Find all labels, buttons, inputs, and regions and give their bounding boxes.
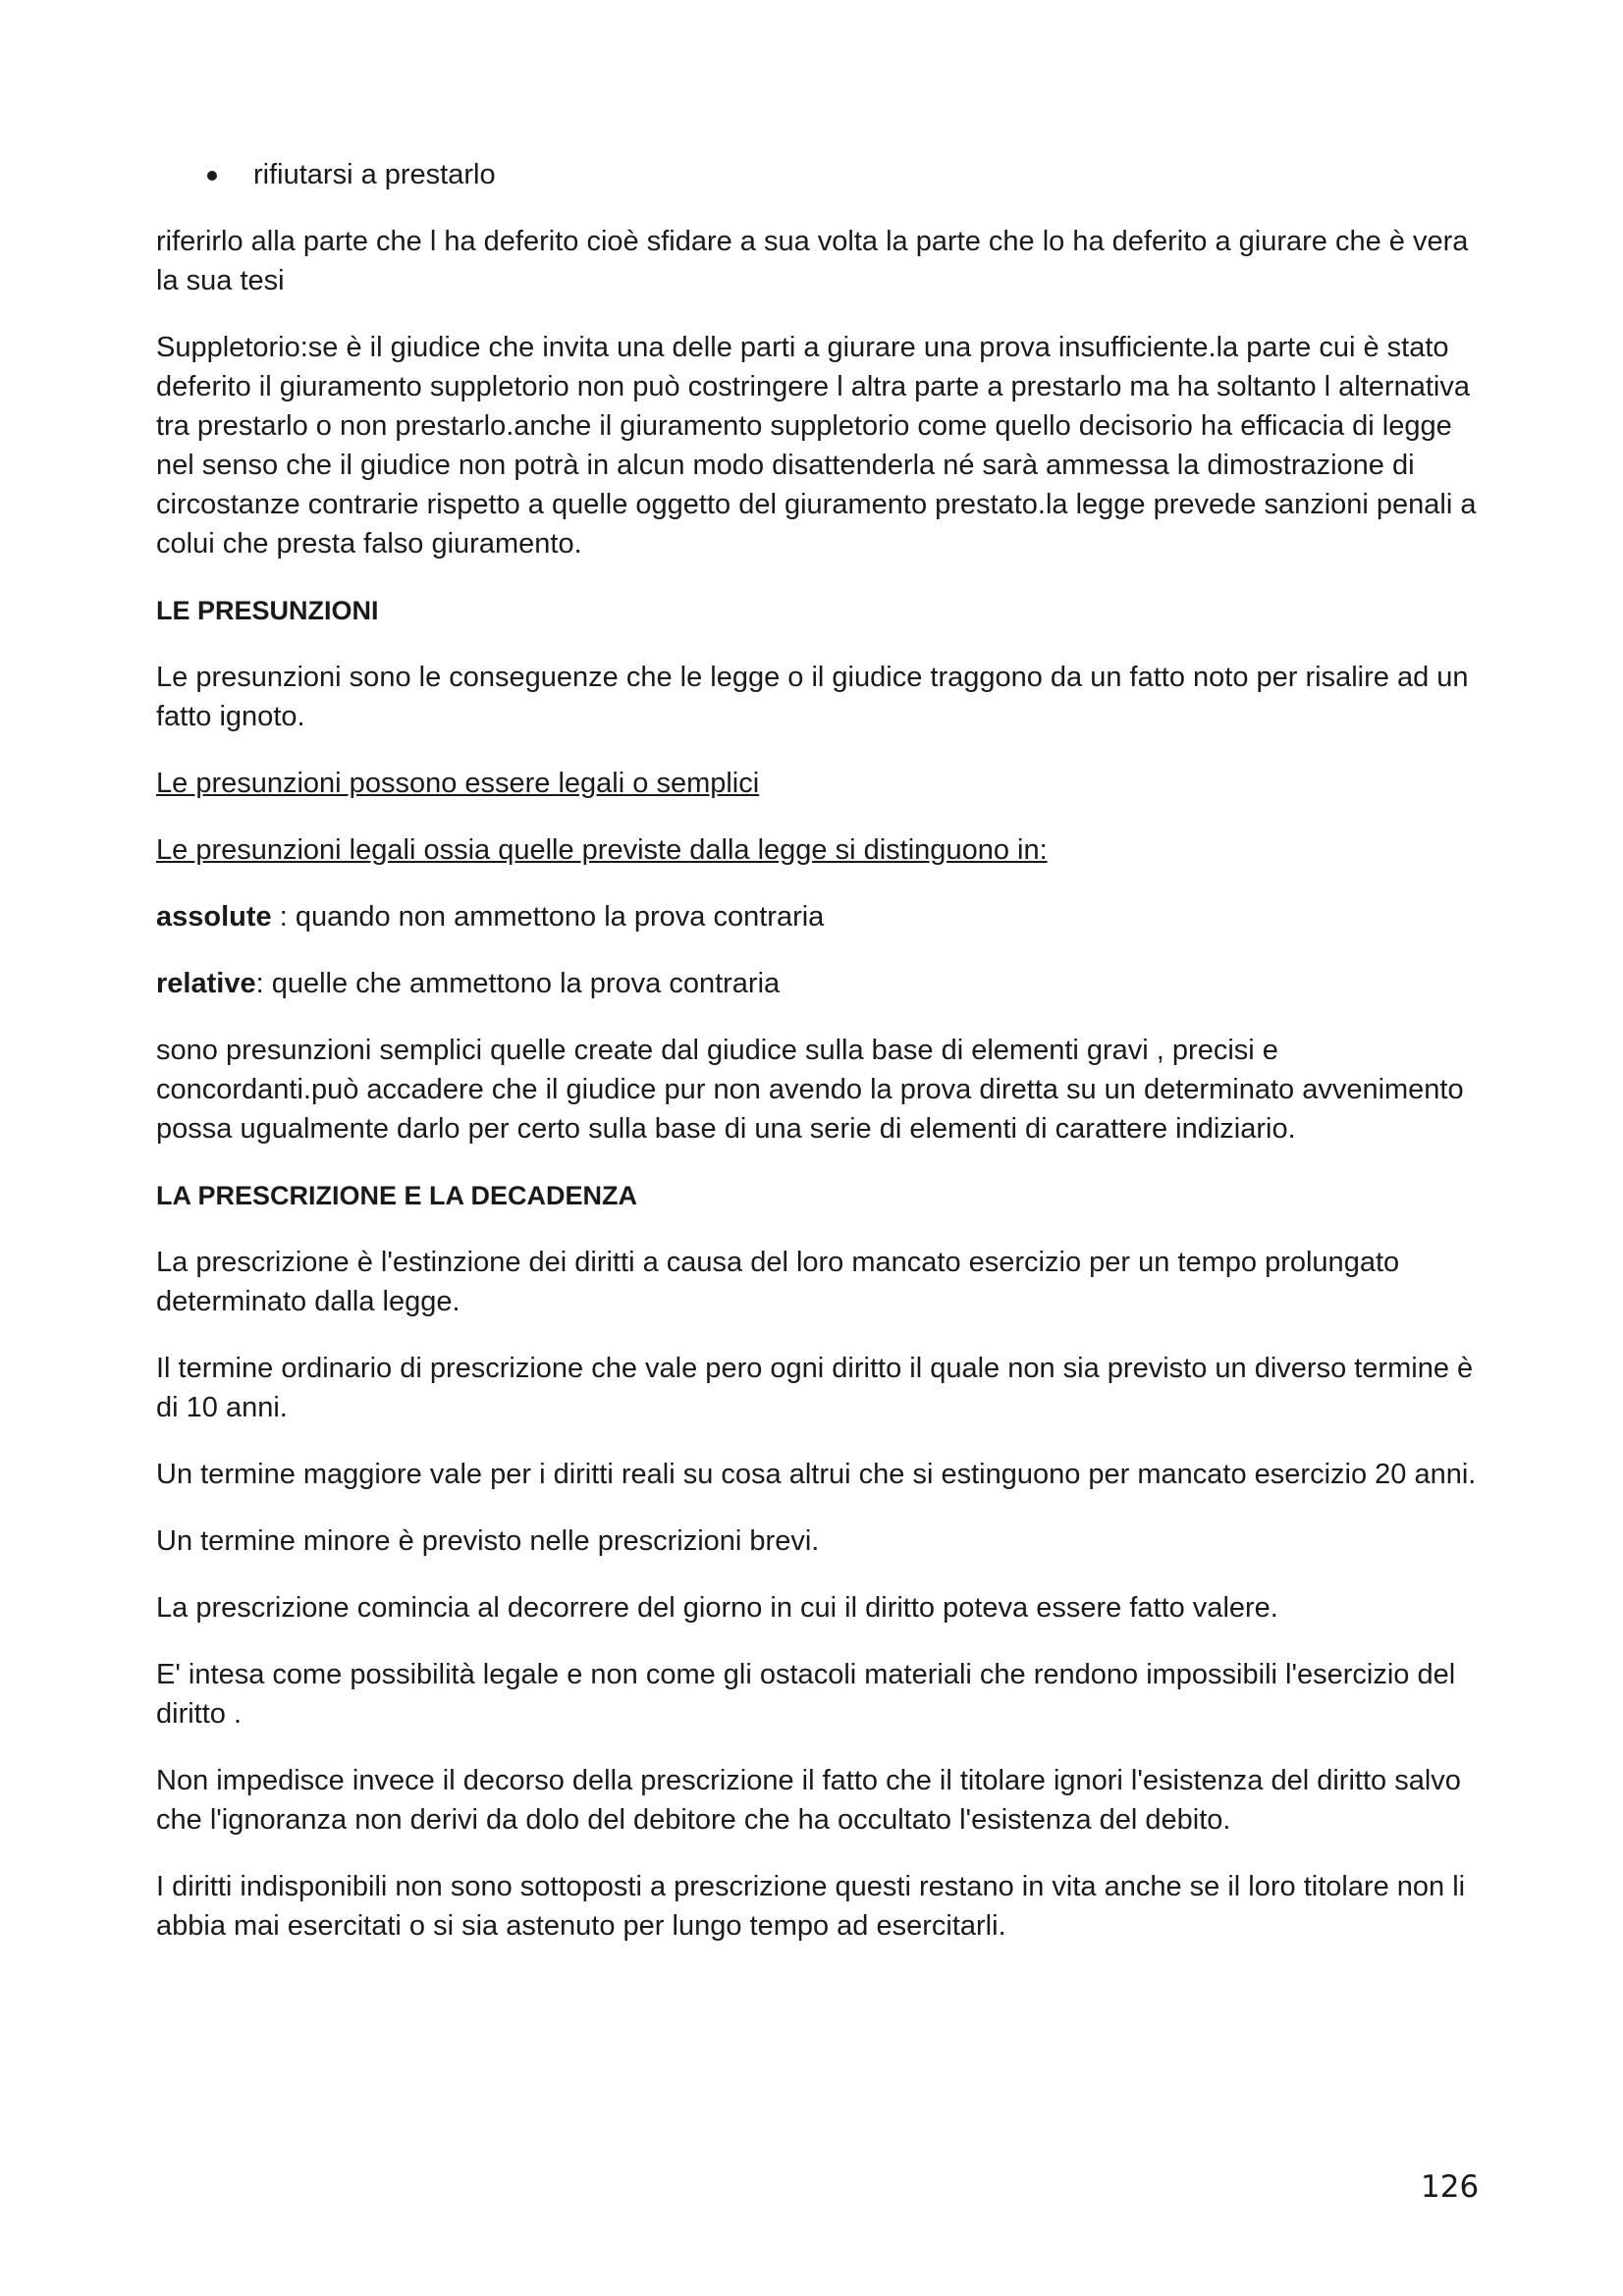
- section-heading-prescrizione: LA PRESCRIZIONE E LA DECADENZA: [156, 1181, 638, 1210]
- definition-relative: [156, 964, 1482, 1003]
- bullet-list-item: [156, 155, 1482, 194]
- paragraph-termine-minore: Un termine minore è previsto nelle prescrizioni brevi.: [156, 1525, 820, 1557]
- section-heading-presunzioni: LE PRESUNZIONI: [156, 596, 379, 625]
- definition-assolute: [156, 897, 1482, 936]
- underlined-line-legali-semplici: Le presunzioni possono essere legali o semplici: [156, 768, 760, 799]
- desc-assolute: : quando non ammettono la prova contraria: [271, 901, 825, 933]
- paragraph-intesa: E' intesa come possibilità legale e non come gli ostacoli materiali che rendono impossibili l'esercizio del diritto .: [156, 1659, 1456, 1730]
- bullet-icon: [207, 171, 217, 181]
- bullet-text: rifiutarsi a prestarlo: [253, 159, 496, 190]
- paragraph-suppletorio: Suppletorio:se è il giudice che invita una delle parti a giurare una prova insufficiente.la parte cui è stato deferito il giuramento suppletorio non può costringere l altra parte a prestarlo ma ha soltanto l alternativa tra prestarlo o non prestarlo.anche il giuramento suppletorio come quello decisorio ha efficacia di legge nel senso che il giudice non potrà in alcun modo disattenderla né sarà ammessa la dimostrazione di circostanze contrarie rispetto a quelle oggetto del giuramento prestato.la legge prevede sanzioni penali a colui che presta falso giuramento.: [156, 332, 1477, 560]
- paragraph-presunzioni-definition: Le presunzioni sono le conseguenze che le legge o il giudice traggono da un fatto noto per risalire ad un fatto ignoto.: [156, 662, 1469, 732]
- paragraph-diritti-indisponibili: I diritti indisponibili non sono sottoposti a prescrizione questi restano in vita anche se il loro titolare non li abbia mai esercitati o si sia astenuto per lungo tempo ad esercitarli.: [156, 1871, 1466, 1942]
- paragraph-comincia: La prescrizione comincia al decorrere del giorno in cui il diritto poteva essere fatto valere.: [156, 1592, 1278, 1624]
- underlined-line-legali-distinguono: Le presunzioni legali ossia quelle previste dalla legge si distinguono in:: [156, 834, 1048, 866]
- desc-relative: : quelle che ammettono la prova contraria: [255, 968, 781, 999]
- paragraph-termine-maggiore: Un termine maggiore vale per i diritti reali su cosa altrui che si estinguono per mancato esercizio 20 anni.: [156, 1459, 1477, 1490]
- paragraph-riferirlo: riferirlo alla parte che l ha deferito cioè sfidare a sua volta la parte che lo ha deferito a giurare che è vera la sua tesi: [156, 226, 1469, 296]
- term-assolute: assolute: [156, 901, 272, 933]
- paragraph-termine-ordinario: Il termine ordinario di prescrizione che vale pero ogni diritto il quale non sia previsto un diverso termine è di 10 anni.: [156, 1353, 1474, 1423]
- page-body: [156, 155, 1482, 1973]
- page-number: 126: [1421, 2169, 1480, 2205]
- paragraph-non-impedisce: Non impedisce invece il decorso della prescrizione il fatto che il titolare ignori l'esistenza del diritto salvo che l'ignoranza non derivi da dolo del debitore che ha occultato l'esistenza del debito.: [156, 1765, 1461, 1836]
- paragraph-presunzioni-semplici: sono presunzioni semplici quelle create dal giudice sulla base di elementi gravi , precisi e concordanti.può accadere che il giudice pur non avendo la prova diretta su un determinato avvenimento possa ugualmente darlo per certo sulla base di una serie di elementi di carattere indiziario.: [156, 1035, 1464, 1145]
- paragraph-prescrizione-definition: La prescrizione è l'estinzione dei diritti a causa del loro mancato esercizio per un tempo prolungato determinato dalla legge.: [156, 1247, 1400, 1317]
- term-relative: relative: [156, 968, 256, 999]
